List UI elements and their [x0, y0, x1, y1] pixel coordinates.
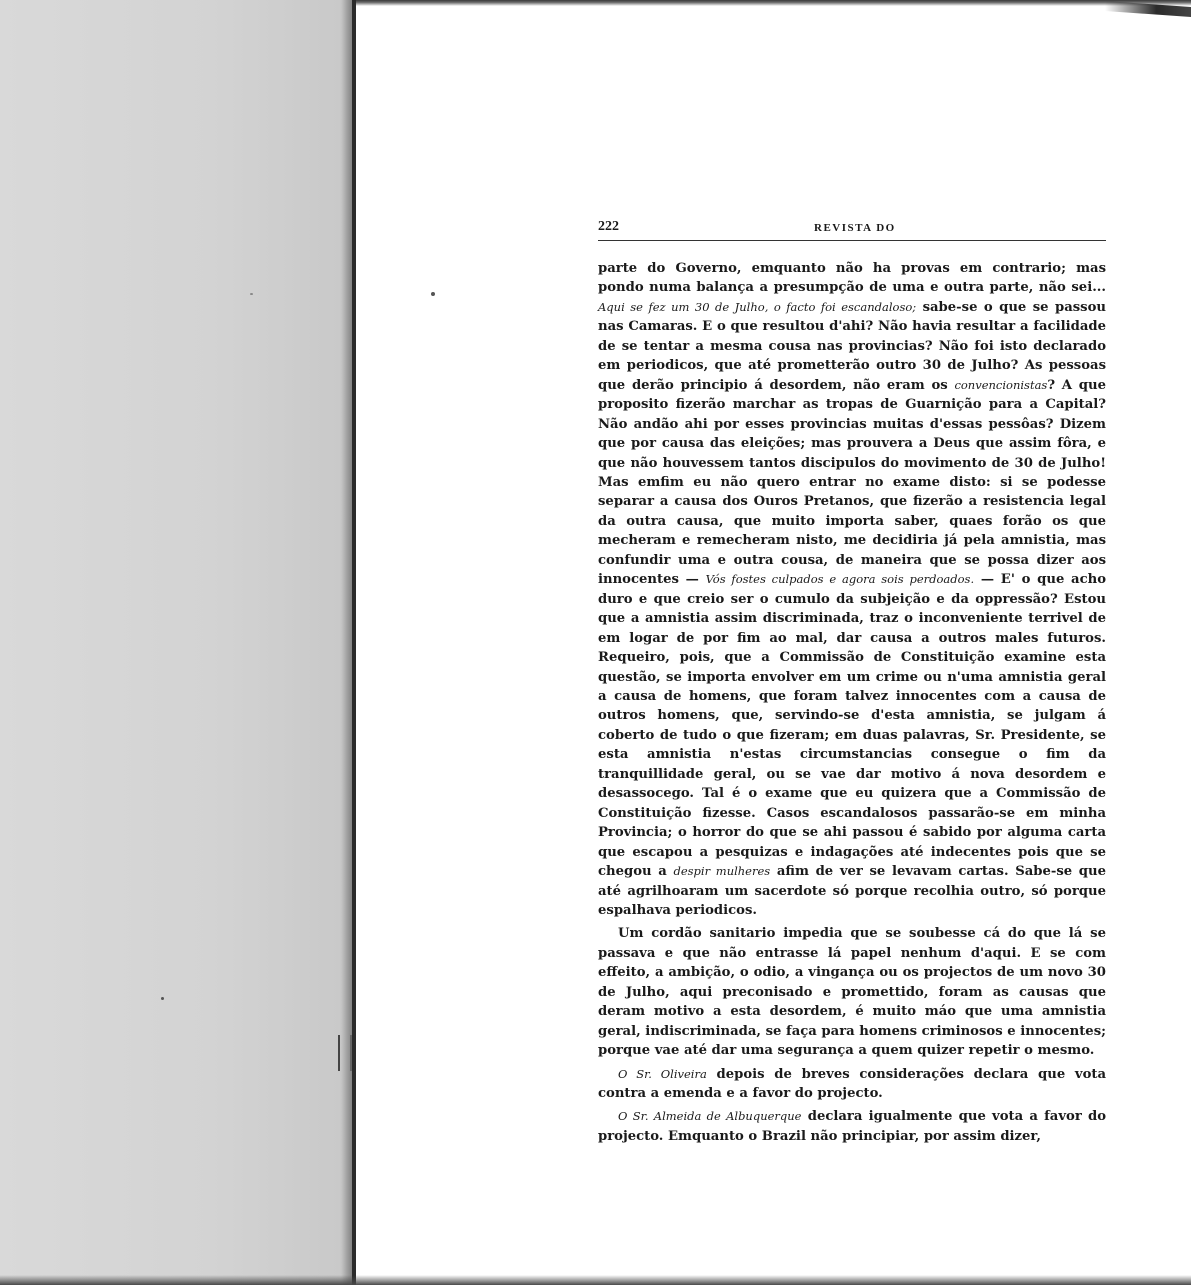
italic-text-run: Vós fostes culpados e agora sois perdoados. — [705, 572, 975, 587]
document-page — [598, 214, 1106, 1146]
text-run: sabe-se o que se passou nas Camaras. E o que resultou d'ahi? Não havia resultar a facilidade de se tentar a mesma cousa nas provincias? Não foi isto declarado em periodicos, que até prometterão outro 30 de Julho? As pessoas que derão principio á desordem, não eram os — [598, 299, 1106, 393]
italic-text-run: despir mulheres — [673, 864, 771, 879]
text-run: declara igualmente que vota a favor do projecto. Emquanto o Brazil não principiar, por assim dizer, — [598, 1109, 1106, 1144]
dust-speck — [431, 292, 435, 296]
text-run: depois de breves considerações declara que vota contra a emenda e a favor do projecto. — [598, 1066, 1106, 1102]
gutter-shadow — [342, 0, 352, 1285]
book-spine-edge — [352, 0, 356, 1285]
page-number: 222 — [598, 219, 619, 234]
scan-bottom-edge — [0, 1275, 1191, 1285]
margin-mark — [338, 1035, 352, 1071]
italic-text-run: O Sr. Almeida de Albuquerque — [618, 1109, 802, 1124]
italic-text-run: convencionistas — [954, 377, 1048, 392]
scan-top-edge — [356, 0, 1191, 6]
paragraph — [598, 1107, 1106, 1146]
text-run: Um cordão sanitario impedia que se soubesse cá do que lá se passava e que não entrasse lá papel nenhum d'aqui. E se com effeito, a ambição, o odio, a vingança ou os projectos de um novo 30 de Julho, aqui preconisado e promettido, foram as causas que deram motivo a esta desordem, é muito máo que uma amnistia geral, indiscriminada, se faça para homens criminosos e innocentes; porque vae até dar uma segurança a quem quizer repetir o mesmo. — [598, 926, 1106, 1059]
dust-speck — [250, 293, 253, 295]
paragraph — [598, 1065, 1106, 1104]
italic-text-run: Aqui se fez um 30 de Julho, o facto foi escandaloso; — [598, 299, 917, 314]
text-run: — E' o que acho duro e que creio ser o cumulo da subjeição e da oppressão? Estou que a amnistia assim discriminada, traz o inconveniente terrivel de em logar de por fim ao mal, dar causa a outros males futuros. Requeiro, pois, que a Commissão de Constituição examine esta questão, se importa envolver em um crime ou n'uma amnistia geral a causa de homens, que foram talvez innocentes com a causa de outros homens, que, servindo-se d'esta amnistia, se julgam á coberto de tudo o que fizeram; em duas palavras, Sr. Presidente, se esta amnistia n'estas circumstancias consegue o fim da tranquillidade geral, ou se vae dar motivo á nova desordem e desassocego. Tal é o exame que eu quizera que a Commissão de Constituição fizesse. Casos escandalosos passarão-se em minha Provincia; o horror do que se ahi passou é sabido por alguma carta que escapou a pesquizas e indagações até indecentes pois que se chegou a — [598, 572, 1107, 880]
text-run: ? A que proposito fizerão marchar as tropas de Guarnição para a Capital? Não andão ahi por esses provincias muitas d'essas pessôas? Dizem que por causa das eleições; mas prouvera a Deus que assim fôra, e que não houvessem tantos discipulos do movimento de 30 de Julho! Mas emfim eu não quero entrar no exame disto: si se podesse separar a causa dos Ouros Pretanos, que fizerão a resistencia legal da outra causa, que muito importa saber, quaes forão os que mecheram e remecheram nisto, me decidiria já pela amnistia, mas confundir uma e outra cousa, de maneira que se possa dizer aos innocentes — — [598, 377, 1106, 588]
page-header — [598, 214, 1106, 236]
paragraph — [598, 259, 1106, 920]
facing-page-margin — [0, 0, 354, 1285]
running-head: REVISTA DO — [814, 222, 896, 234]
dust-speck — [161, 997, 164, 1000]
text-run: afim de ver se levavam cartas. Sabe-se que até agrilhoaram um sacerdote só porque recolhia outro, só porque espalhava periodicos. — [598, 864, 1107, 918]
header-rule — [598, 240, 1106, 241]
paragraph — [598, 924, 1106, 1060]
italic-text-run: O Sr. Oliveira — [618, 1066, 707, 1081]
text-run: parte do Governo, emquanto não ha provas em contrario; mas pondo numa balança a presumpção de uma e outra parte, não sei... — [598, 261, 1106, 296]
